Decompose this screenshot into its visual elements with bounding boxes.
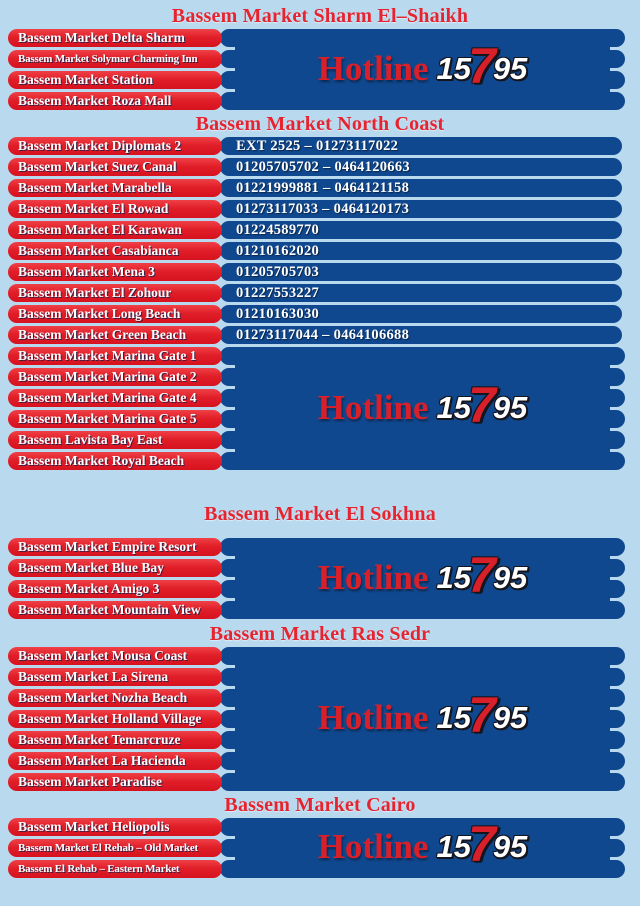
hotline-digit-seven: 7	[468, 687, 496, 743]
branch-row	[0, 263, 640, 281]
hotline-panel	[220, 538, 625, 616]
hotline-digits-post: 95	[492, 50, 528, 86]
phone-bar: 01227553227	[220, 284, 622, 302]
hotline-label: Hotline	[317, 387, 429, 427]
phone-bar: 01273117044 – 0464106688	[220, 326, 622, 344]
section-el-sokhna	[0, 503, 640, 619]
branch-pill: Bassem Market Holland Village	[8, 710, 222, 728]
hotline-panel	[220, 29, 625, 107]
section-sharm-el-shaikh	[0, 5, 640, 110]
hotline-panel	[220, 818, 625, 875]
hotline-digit-seven: 7	[468, 37, 496, 94]
hotline-number	[436, 816, 528, 872]
branch-pill: Bassem Market El Karawan	[8, 221, 222, 239]
phone-bar: EXT 2525 – 01273117022	[220, 137, 622, 155]
hotline-digits-pre: 15	[436, 559, 471, 595]
branch-row	[0, 305, 640, 323]
hotline-panel	[220, 647, 625, 788]
hotline-digits-pre: 15	[436, 700, 471, 735]
branch-pill: Bassem Market Blue Bay	[8, 559, 222, 577]
hotline-logo	[220, 29, 625, 107]
branch-pill: Bassem Market Long Beach	[8, 305, 222, 323]
branch-pill: Bassem Market Royal Beach	[8, 452, 222, 470]
section-title: Bassem Market North Coast	[195, 113, 445, 135]
hotline-digits-post: 95	[492, 389, 528, 425]
hotline-group	[0, 29, 640, 110]
hotline-label: Hotline	[317, 557, 429, 597]
hotline-digits-post: 95	[492, 559, 528, 595]
hotline-number	[436, 546, 528, 603]
section-north-coast	[0, 113, 640, 470]
branch-pill: Bassem Market Temarcruze	[8, 731, 222, 749]
hotline-digits-pre: 15	[436, 829, 471, 864]
branch-pill: Bassem Market Mousa Coast	[8, 647, 222, 665]
branch-row	[0, 326, 640, 344]
hotline-digits-post: 95	[492, 700, 528, 735]
section-title: Bassem Market Cairo	[224, 794, 416, 816]
hotline-number	[436, 376, 528, 433]
branch-row	[0, 179, 640, 197]
hotline-digits-pre: 15	[436, 389, 471, 425]
section-title: Bassem Market Ras Sedr	[209, 623, 431, 645]
branch-pill: Bassem Market Solymar Charming Inn	[8, 50, 222, 68]
branch-pill: Bassem Market Casabianca	[8, 242, 222, 260]
phone-bar: 01210162020	[220, 242, 622, 260]
phone-bar: 01224589770	[220, 221, 622, 239]
branch-pill: Bassem Lavista Bay East	[8, 431, 222, 449]
branch-row	[0, 242, 640, 260]
hotline-group	[0, 647, 640, 791]
branch-pill: Bassem Market Nozha Beach	[8, 689, 222, 707]
branch-pill: Bassem El Rehab – Eastern Market	[8, 860, 222, 878]
branch-pill: Bassem Market Mountain View	[8, 601, 222, 619]
branch-pill: Bassem Market La Hacienda	[8, 752, 222, 770]
hotline-logo	[220, 818, 625, 875]
branch-pill: Bassem Market Marina Gate 5	[8, 410, 222, 428]
branch-pill: Bassem Market Station	[8, 71, 222, 89]
phone-bar: 01205705702 – 0464120663	[220, 158, 622, 176]
hotline-digits-pre: 15	[436, 50, 471, 86]
branch-pill: Bassem Market La Sirena	[8, 668, 222, 686]
hotline-digits-post: 95	[492, 829, 528, 864]
hotline-digit-seven: 7	[468, 376, 496, 433]
hotline-number	[436, 37, 528, 94]
hotline-group	[0, 818, 640, 878]
branch-pill: Bassem Market Delta Sharm	[8, 29, 222, 47]
branch-pill: Bassem Market El Rehab – Old Market	[8, 839, 222, 857]
branch-pill: Bassem Market Paradise	[8, 773, 222, 791]
phone-bar: 01273117033 – 0464120173	[220, 200, 622, 218]
branch-pill: Bassem Market Green Beach	[8, 326, 222, 344]
section-cairo	[0, 794, 640, 878]
branch-pill: Bassem Market Mena 3	[8, 263, 222, 281]
branch-pill: Bassem Market Diplomats 2	[8, 137, 222, 155]
phone-bar: 01210163030	[220, 305, 622, 323]
branch-pill: Bassem Market Roza Mall	[8, 92, 222, 110]
hotline-label: Hotline	[317, 48, 429, 88]
hotline-group	[0, 538, 640, 619]
hotline-logo	[220, 647, 625, 788]
hotline-logo	[220, 347, 625, 467]
hotline-digit-seven: 7	[468, 546, 496, 603]
section-title: Bassem Market El Sokhna	[204, 503, 436, 525]
hotline-logo	[220, 538, 625, 616]
branch-pill: Bassem Market Marabella	[8, 179, 222, 197]
branch-pill: Bassem Market Marina Gate 4	[8, 389, 222, 407]
branch-pill: Bassem Market Heliopolis	[8, 818, 222, 836]
hotline-label: Hotline	[317, 698, 429, 737]
branch-row	[0, 284, 640, 302]
hotline-panel	[220, 347, 625, 467]
branch-pill: Bassem Market Empire Resort	[8, 538, 222, 556]
branch-row	[0, 221, 640, 239]
branch-row	[0, 158, 640, 176]
section-title: Bassem Market Sharm El–Shaikh	[171, 5, 469, 27]
hotline-group	[0, 347, 640, 470]
branch-pill: Bassem Market Marina Gate 1	[8, 347, 222, 365]
hotline-number	[436, 687, 528, 743]
branch-pill: Bassem Market Suez Canal	[8, 158, 222, 176]
phone-rows	[0, 137, 640, 344]
branch-pill: Bassem Market El Zohour	[8, 284, 222, 302]
branch-row	[0, 200, 640, 218]
branch-pill: Bassem Market Amigo 3	[8, 580, 222, 598]
phone-bar: 01221999881 – 0464121158	[220, 179, 622, 197]
branch-row	[0, 137, 640, 155]
hotline-digit-seven: 7	[468, 816, 496, 872]
section-ras-sedr	[0, 623, 640, 791]
branch-pill: Bassem Market Marina Gate 2	[8, 368, 222, 386]
branch-pill: Bassem Market El Rowad	[8, 200, 222, 218]
hotline-label: Hotline	[317, 827, 429, 866]
phone-bar: 01205705703	[220, 263, 622, 281]
